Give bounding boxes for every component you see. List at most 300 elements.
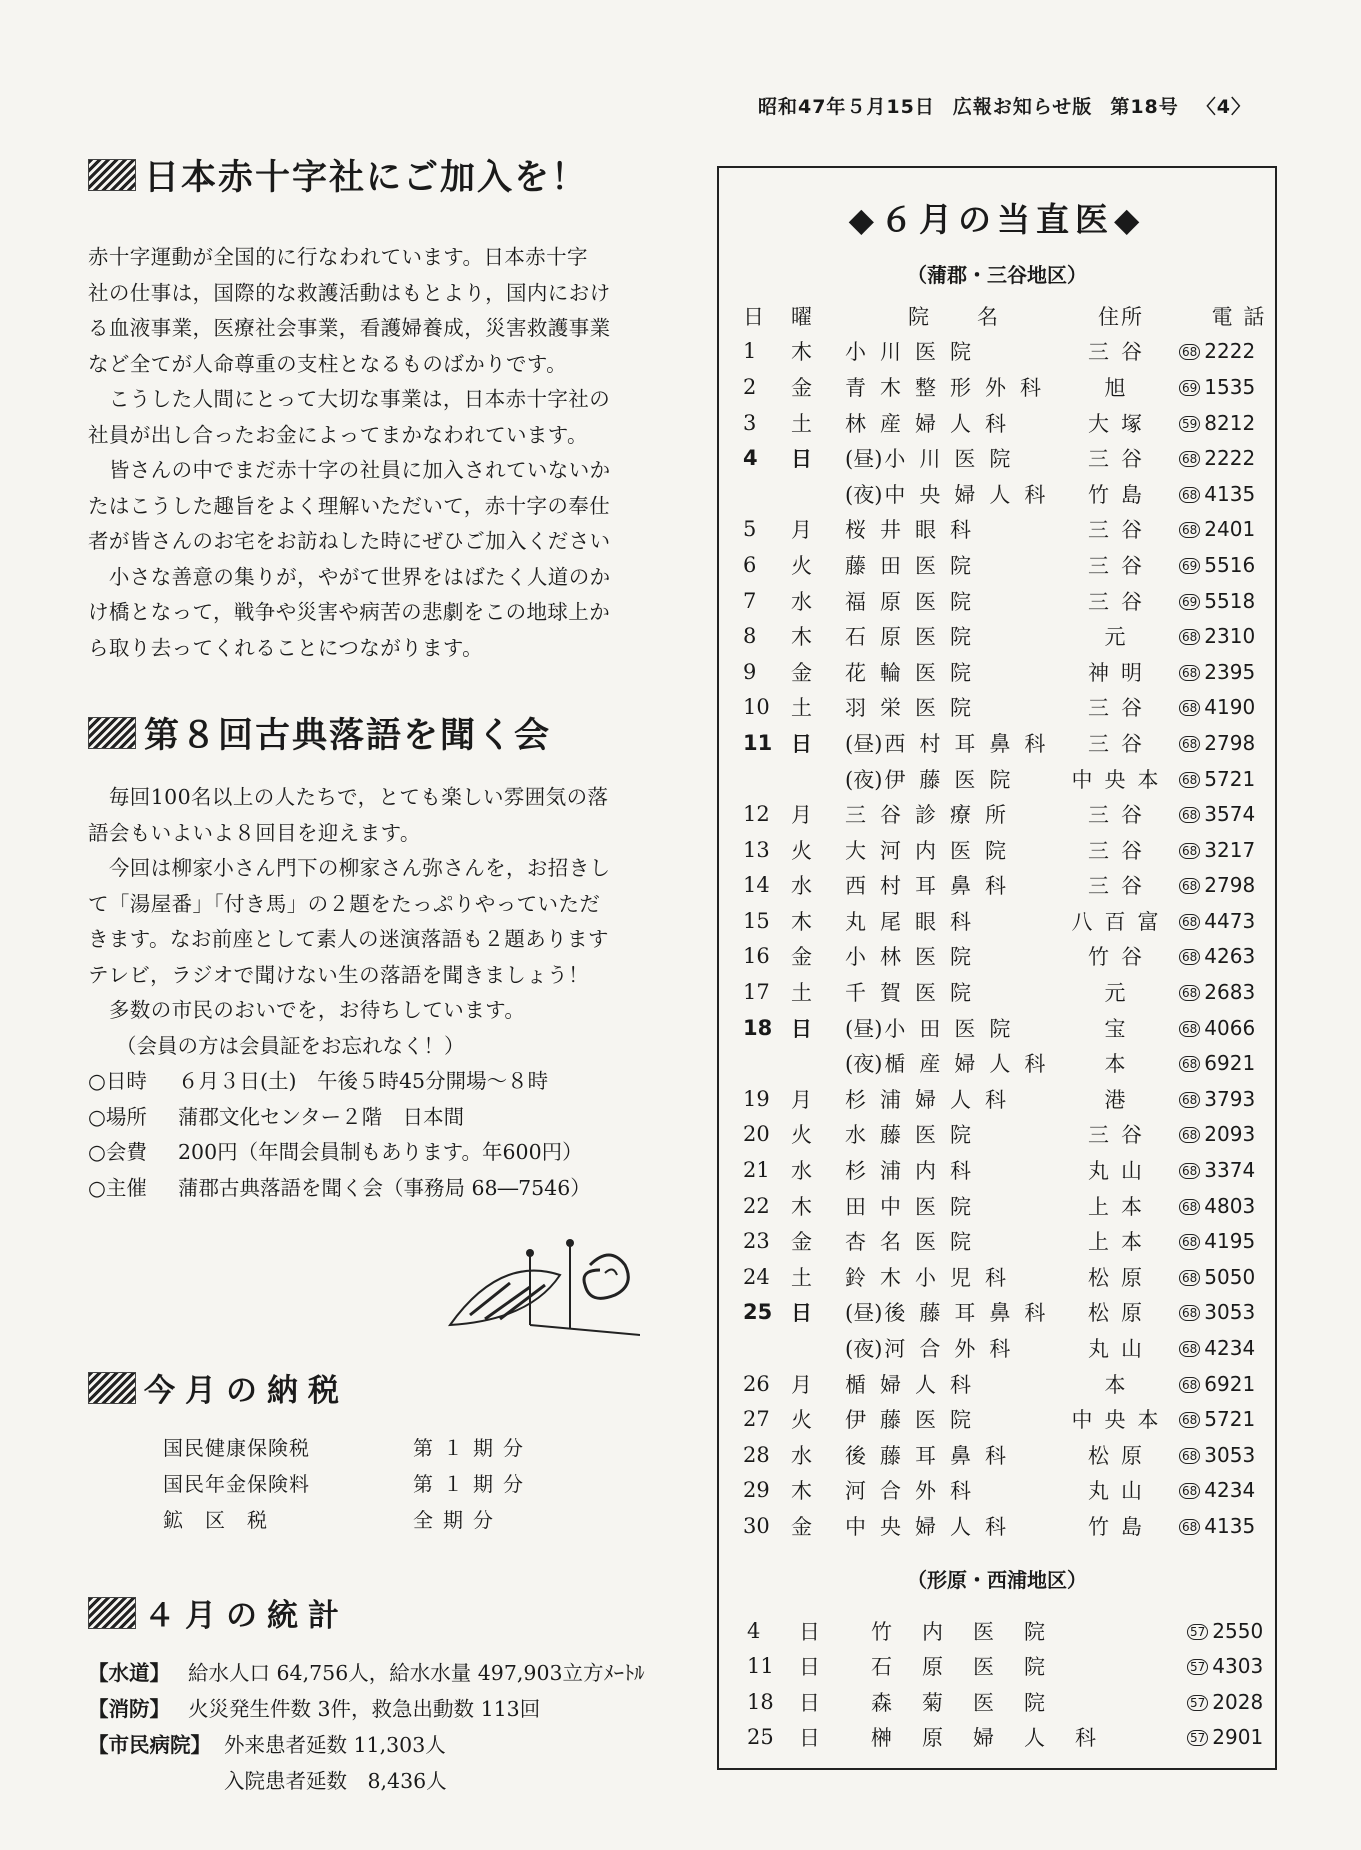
row-number: 5518 [1204, 588, 1256, 613]
row-number: 2401 [1204, 517, 1256, 542]
row-tel [1179, 1158, 1299, 1182]
row-day: 11 [743, 730, 773, 755]
row-address: 八百富 [1071, 909, 1171, 934]
row-address: 松原 [1088, 1301, 1154, 1326]
stats-title [88, 1590, 688, 1635]
row-address: 三谷 [1088, 553, 1154, 578]
row-day: 5 [743, 517, 757, 542]
row-weekday: 土 [791, 411, 812, 436]
stat-label: 【市民病院】 [88, 1733, 211, 1757]
row-name-text: 羽栄医院 [845, 696, 985, 721]
text-line: る血液事業，医療社会事業，看護婦養成，災害救護事業 [88, 316, 611, 340]
row-name [845, 941, 1063, 971]
row-area-code: 68 [1179, 1056, 1200, 1072]
row-area-code: 68 [1179, 1483, 1200, 1499]
row-area-code: 68 [1179, 1270, 1200, 1286]
row-name [845, 1369, 1063, 1399]
row-area-code: 68 [1179, 807, 1200, 823]
row-tel [1179, 1478, 1299, 1502]
row-name-text: 丸尾眼科 [845, 909, 985, 934]
table-row [719, 1045, 1275, 1081]
row-number: 3374 [1204, 1158, 1256, 1183]
row-weekday: 火 [791, 1408, 812, 1433]
row-number: 2683 [1204, 980, 1256, 1005]
row-name [845, 1297, 1063, 1327]
row-name-text: 杏名医院 [845, 1230, 985, 1255]
row-area-code: 57 [1187, 1659, 1208, 1675]
tax-row [163, 1502, 648, 1538]
row-name-text: 福原医院 [845, 589, 985, 614]
row-name [845, 336, 1063, 366]
table-row [719, 334, 1275, 370]
row-day: 6 [743, 552, 757, 577]
table-row [719, 1259, 1275, 1295]
row-area-code: 68 [1179, 665, 1200, 681]
row-name-text: 三谷診療所 [845, 803, 1020, 828]
row-number: 3053 [1204, 1300, 1256, 1325]
row-area-code: 68 [1179, 1377, 1200, 1393]
table-row [719, 1648, 1275, 1684]
row-address: 元 [1104, 981, 1138, 1006]
row-tel [1179, 1407, 1299, 1431]
row-area-code: 68 [1179, 1092, 1200, 1108]
row-weekday: 日 [799, 1726, 820, 1751]
stats-section [88, 1590, 688, 1799]
row-name-text: 西村耳鼻科 [884, 731, 1060, 756]
doctors-column-headers [719, 298, 1275, 334]
row-weekday: 日 [791, 731, 812, 756]
redcross-section [88, 150, 688, 666]
row-tel [1179, 1229, 1299, 1253]
row-name [845, 1511, 1063, 1541]
row-tel [1179, 375, 1299, 399]
row-number: 2222 [1204, 446, 1256, 471]
row-weekday: 水 [791, 874, 812, 899]
info-row [88, 1064, 688, 1100]
row-name-text: 水藤医院 [845, 1123, 985, 1148]
row-tel [1179, 909, 1299, 933]
tax-title-text: 今月の納税 [144, 1373, 349, 1409]
row-day: 23 [743, 1229, 770, 1254]
row-name-text: 中央婦人科 [884, 482, 1060, 507]
row-area-code: 68 [1179, 344, 1200, 360]
row-number: 3217 [1204, 837, 1256, 862]
row-tel [1179, 517, 1299, 541]
row-name [845, 1226, 1063, 1256]
row-day: 7 [743, 588, 757, 613]
row-name-text: 花輪医院 [845, 660, 985, 685]
info-row [88, 1171, 688, 1207]
row-name-text: 後藤耳鼻科 [884, 1301, 1060, 1326]
row-weekday: 金 [791, 1514, 812, 1539]
text-line: など全てが人命尊重の支柱となるものばかりです。 [88, 351, 568, 376]
text-line: テレビ，ラジオで聞けない生の落語を聞きましょう！ [88, 962, 589, 987]
stat-hospital [88, 1727, 688, 1763]
table-row [719, 1188, 1275, 1224]
row-address: 本 [1104, 1372, 1138, 1397]
info-value: 蒲郡古典落語を聞く会（事務局 68―7546） [178, 1175, 591, 1200]
row-name [845, 514, 1063, 544]
row-name [845, 479, 1063, 509]
table-row [719, 939, 1275, 975]
row-number: 4303 [1212, 1654, 1264, 1679]
col-tel: 電 話 [1211, 304, 1267, 329]
row-weekday: 月 [791, 803, 812, 828]
row-name-text: 千賀医院 [845, 981, 985, 1006]
row-name [845, 764, 1063, 794]
row-number: 4803 [1204, 1193, 1256, 1218]
table-row [719, 832, 1275, 868]
row-day: 25 [747, 1725, 774, 1750]
row-tel [1179, 553, 1299, 577]
text-line: 者が皆さんのお宅をお訪ねした時にぜひご加入ください [88, 529, 611, 553]
row-shift: (夜) [845, 1337, 883, 1362]
table-row [719, 1508, 1275, 1544]
hatch-mark-icon [88, 717, 136, 749]
row-area-code: 68 [1179, 629, 1200, 645]
stat-value: 外来患者延数 11,303人 [224, 1733, 446, 1757]
row-name [845, 657, 1063, 687]
row-name-text: 青木整形外科 [845, 375, 1055, 400]
table-row [719, 1473, 1275, 1509]
row-name [845, 1333, 1063, 1363]
row-name-text: 伊藤医院 [884, 767, 1025, 792]
row-number: 6921 [1204, 1371, 1256, 1396]
row-weekday: 月 [791, 1087, 812, 1112]
row-tel [1179, 838, 1299, 862]
text-line: 多数の市民のおいでを，お待ちしています。 [88, 998, 526, 1022]
info-value: ６月３日(土) 午後５時45分開場～８時 [178, 1069, 549, 1093]
row-area-code: 69 [1179, 380, 1200, 396]
text-line: 毎回100名以上の人たちで，とても楽しい雰囲気の落 [88, 785, 609, 809]
row-weekday: 日 [799, 1655, 820, 1680]
tax-title [88, 1365, 648, 1410]
district-2-label: （形原・西浦地区） [907, 1567, 1087, 1592]
row-tel [1179, 980, 1299, 1004]
district-1-label: （蒲郡・三谷地区） [907, 263, 1087, 287]
row-tel [1179, 873, 1299, 897]
tax-row [163, 1466, 648, 1502]
table-row [719, 547, 1275, 583]
row-address: 本 [1104, 1052, 1138, 1077]
row-name [845, 1048, 1063, 1078]
table-row [719, 1366, 1275, 1402]
row-number: 2222 [1204, 339, 1256, 364]
redcross-body [88, 240, 688, 666]
row-area-code: 68 [1179, 1199, 1200, 1215]
row-name-text: 伊藤医院 [845, 1408, 985, 1433]
row-name-text: 小田医院 [884, 1016, 1025, 1041]
row-area-code: 68 [1179, 1448, 1200, 1464]
row-tel [1179, 1265, 1299, 1289]
row-address: 上本 [1088, 1230, 1154, 1255]
table-row [719, 1081, 1275, 1117]
row-day: 10 [743, 695, 770, 720]
row-tel [1179, 695, 1299, 719]
row-address: 松原 [1088, 1265, 1154, 1290]
tax-name: 国民年金保険料 [163, 1472, 310, 1496]
row-day: 18 [747, 1689, 774, 1714]
row-name-text: 小川医院 [884, 447, 1025, 472]
table-row [719, 690, 1275, 726]
table-row [719, 654, 1275, 690]
row-number: 4135 [1204, 481, 1256, 506]
row-name [845, 1440, 1063, 1470]
row-name [845, 1404, 1063, 1434]
table-row [719, 796, 1275, 832]
row-shift: (昼) [845, 731, 883, 756]
row-address: 港 [1104, 1087, 1138, 1112]
row-weekday: 火 [791, 838, 812, 863]
text-line: 赤十字運動が全国的に行なわれています。日本赤十字 [88, 245, 588, 269]
row-name-text: 鈴木小児科 [845, 1265, 1020, 1290]
table-row [719, 1401, 1275, 1437]
row-address: 中央本 [1071, 767, 1171, 792]
row-day: 22 [743, 1193, 770, 1218]
row-day: 11 [747, 1654, 774, 1679]
row-address: 竹谷 [1088, 945, 1154, 970]
left-column [88, 150, 688, 1206]
text-line: 社の仕事は，国際的な救護活動はもとより，国内におけ [88, 280, 611, 305]
hatch-mark-icon [88, 1597, 136, 1629]
rakugo-body [88, 780, 688, 1029]
info-value: 蒲郡文化センター２階 日本間 [178, 1104, 465, 1129]
row-name: 竹内医院 [871, 1619, 1075, 1644]
stat-fire [88, 1691, 688, 1727]
row-address: 中央本 [1071, 1408, 1171, 1433]
row-number: 5721 [1204, 766, 1256, 791]
row-weekday: 金 [791, 1230, 812, 1255]
row-number: 2028 [1212, 1689, 1264, 1714]
row-name [845, 621, 1063, 651]
row-weekday: 木 [791, 1194, 812, 1219]
row-day: 29 [743, 1478, 770, 1503]
row-number: 4234 [1204, 1336, 1256, 1361]
row-address: 竹島 [1088, 482, 1154, 507]
row-address: 神明 [1088, 660, 1154, 685]
row-number: 2395 [1204, 659, 1256, 684]
row-tel [1179, 589, 1299, 613]
table-row [719, 1223, 1275, 1259]
row-area-code: 68 [1179, 1021, 1200, 1037]
row-tel [1179, 1300, 1299, 1324]
row-area-code: 68 [1179, 487, 1200, 503]
row-area-code: 68 [1179, 878, 1200, 894]
row-area-code: 68 [1179, 1412, 1200, 1428]
doctors-list-2 [719, 1613, 1275, 1755]
row-weekday: 月 [791, 1372, 812, 1397]
row-day: 13 [743, 837, 770, 862]
row-address: 松原 [1088, 1443, 1154, 1468]
row-day: 24 [743, 1264, 770, 1289]
row-day: 12 [743, 802, 770, 827]
row-tel [1179, 944, 1299, 968]
row-number: 2798 [1204, 873, 1256, 898]
text-line: こうした人間にとって大切な事業は，日本赤十字社の [88, 387, 611, 411]
doctors-list [719, 334, 1275, 1544]
info-label: ○会費 [88, 1140, 147, 1164]
tax-period: 第１期分 [413, 1436, 533, 1460]
row-name [845, 1084, 1063, 1114]
row-number: 2901 [1212, 1725, 1264, 1750]
row-weekday: 金 [791, 375, 812, 400]
row-day: 25 [743, 1300, 773, 1325]
page-header [758, 92, 1251, 119]
row-name [845, 1013, 1063, 1043]
row-weekday: 木 [791, 625, 812, 650]
row-day: 21 [743, 1158, 770, 1183]
row-tel [1187, 1690, 1307, 1714]
row-name [845, 1191, 1063, 1221]
hatch-mark-icon [88, 159, 136, 191]
row-shift: (昼) [845, 1016, 883, 1041]
stat-value: 火災発生件数 3件，救急出動数 113回 [188, 1697, 541, 1721]
col-weekday: 曜 [791, 304, 814, 329]
row-number: 8212 [1204, 410, 1256, 435]
row-name-text: 石原医院 [845, 625, 985, 650]
row-tel [1179, 1087, 1299, 1111]
row-day: 1 [743, 339, 757, 364]
text-line: 語会もいよいよ８回目を迎えます。 [88, 820, 421, 845]
row-area-code: 57 [1187, 1730, 1208, 1746]
row-number: 4190 [1204, 695, 1256, 720]
col-name: 院 名 [908, 304, 1000, 329]
row-name [845, 799, 1063, 829]
table-row [719, 618, 1275, 654]
row-number: 5050 [1204, 1264, 1256, 1289]
row-weekday: 日 [791, 1016, 812, 1041]
redcross-title-text: 日本赤十字社にご加入を！ [144, 157, 589, 198]
row-area-code: 57 [1187, 1624, 1208, 1640]
row-name [845, 443, 1063, 473]
info-label: ○日時 [88, 1069, 147, 1093]
row-name-text: 楯婦人科 [845, 1372, 985, 1397]
row-weekday: 金 [791, 945, 812, 970]
row-area-code: 68 [1179, 1163, 1200, 1179]
row-name-text: 河合外科 [884, 1337, 1025, 1362]
rakugo-title [88, 708, 688, 758]
row-area-code: 68 [1179, 736, 1200, 752]
row-number: 5721 [1204, 1407, 1256, 1432]
col-day: 日 [743, 304, 766, 329]
row-name-text: 大河内医院 [845, 838, 1020, 863]
row-weekday: 土 [791, 1265, 812, 1290]
info-label: ○場所 [88, 1104, 147, 1129]
row-number: 4135 [1204, 1513, 1256, 1538]
table-row [719, 761, 1275, 797]
row-weekday: 土 [791, 696, 812, 721]
row-tel [1179, 1194, 1299, 1218]
row-weekday: 木 [791, 1479, 812, 1504]
table-row [719, 583, 1275, 619]
row-address: 三谷 [1088, 874, 1154, 899]
row-weekday: 月 [791, 518, 812, 543]
row-tel [1179, 1051, 1299, 1075]
row-shift: (昼) [845, 447, 883, 472]
row-number: 4195 [1204, 1229, 1256, 1254]
row-name [845, 372, 1063, 402]
row-area-code: 68 [1179, 1519, 1200, 1535]
row-name-text: 林産婦人科 [845, 411, 1020, 436]
table-row [719, 512, 1275, 548]
row-day: 18 [743, 1015, 773, 1040]
row-name-text: 桜井眼科 [845, 518, 985, 543]
text-line: 社員が出し合ったお金によってまかなわれています。 [88, 422, 588, 447]
row-address: 大塚 [1088, 411, 1154, 436]
table-row [719, 868, 1275, 904]
row-address: 宝 [1104, 1016, 1138, 1041]
row-number: 2798 [1204, 730, 1256, 755]
row-tel [1179, 731, 1299, 755]
row-number: 3793 [1204, 1086, 1256, 1111]
table-row [719, 1720, 1275, 1756]
row-name [845, 1475, 1063, 1505]
row-weekday: 日 [791, 1301, 812, 1326]
row-weekday: 木 [791, 340, 812, 365]
row-name [845, 550, 1063, 580]
tax-name: 鉱 区 税 [163, 1508, 268, 1532]
table-row [719, 1330, 1275, 1366]
row-area-code: 68 [1179, 700, 1200, 716]
row-name: 榊原婦人科 [871, 1726, 1126, 1751]
row-weekday: 日 [799, 1690, 820, 1715]
row-number: 4234 [1204, 1478, 1256, 1503]
row-name-text: 小川医院 [845, 340, 985, 365]
table-row [719, 369, 1275, 405]
row-day: 8 [743, 624, 757, 649]
table-row [719, 476, 1275, 512]
table-row [719, 725, 1275, 761]
row-day: 14 [743, 873, 770, 898]
row-address: 三谷 [1088, 731, 1154, 756]
tax-row [163, 1430, 648, 1466]
row-address: 旭 [1104, 375, 1138, 400]
row-name-text: 楯産婦人科 [884, 1052, 1060, 1077]
row-number: 6921 [1204, 1051, 1256, 1076]
row-area-code: 68 [1179, 843, 1200, 859]
text-line: 皆さんの中でまだ赤十字の社員に加入されていないか [88, 458, 611, 482]
info-row [88, 1100, 688, 1136]
row-shift: (夜) [845, 1052, 883, 1077]
table-row [719, 903, 1275, 939]
rakugo-title-text: 第８回古典落語を聞く会 [144, 715, 552, 756]
row-weekday: 火 [791, 553, 812, 578]
row-area-code: 68 [1179, 772, 1200, 788]
row-tel [1187, 1654, 1307, 1678]
row-name-text: 中央婦人科 [845, 1514, 1020, 1539]
row-tel [1179, 802, 1299, 826]
row-tel [1187, 1619, 1307, 1643]
text-line: 今回は柳家小さん門下の柳家さん弥さんを，お招きし [88, 856, 611, 880]
row-address: 上本 [1088, 1194, 1154, 1219]
header-date: 昭和47年５月15日 [757, 96, 935, 118]
on-duty-doctors-box [717, 166, 1277, 1770]
row-number: 3574 [1204, 802, 1256, 827]
tax-section [88, 1365, 648, 1538]
row-tel [1179, 482, 1299, 506]
table-row [719, 974, 1275, 1010]
row-address: 三谷 [1088, 838, 1154, 863]
tax-table [163, 1430, 648, 1538]
row-shift: (昼) [845, 1301, 883, 1326]
table-row [719, 1437, 1275, 1473]
info-row [88, 1135, 688, 1171]
header-issue: 第18号 [1110, 96, 1179, 118]
row-number: 2550 [1212, 1618, 1264, 1643]
row-day: 30 [743, 1513, 770, 1538]
row-address: 三谷 [1088, 589, 1154, 614]
row-weekday: 日 [799, 1619, 820, 1644]
